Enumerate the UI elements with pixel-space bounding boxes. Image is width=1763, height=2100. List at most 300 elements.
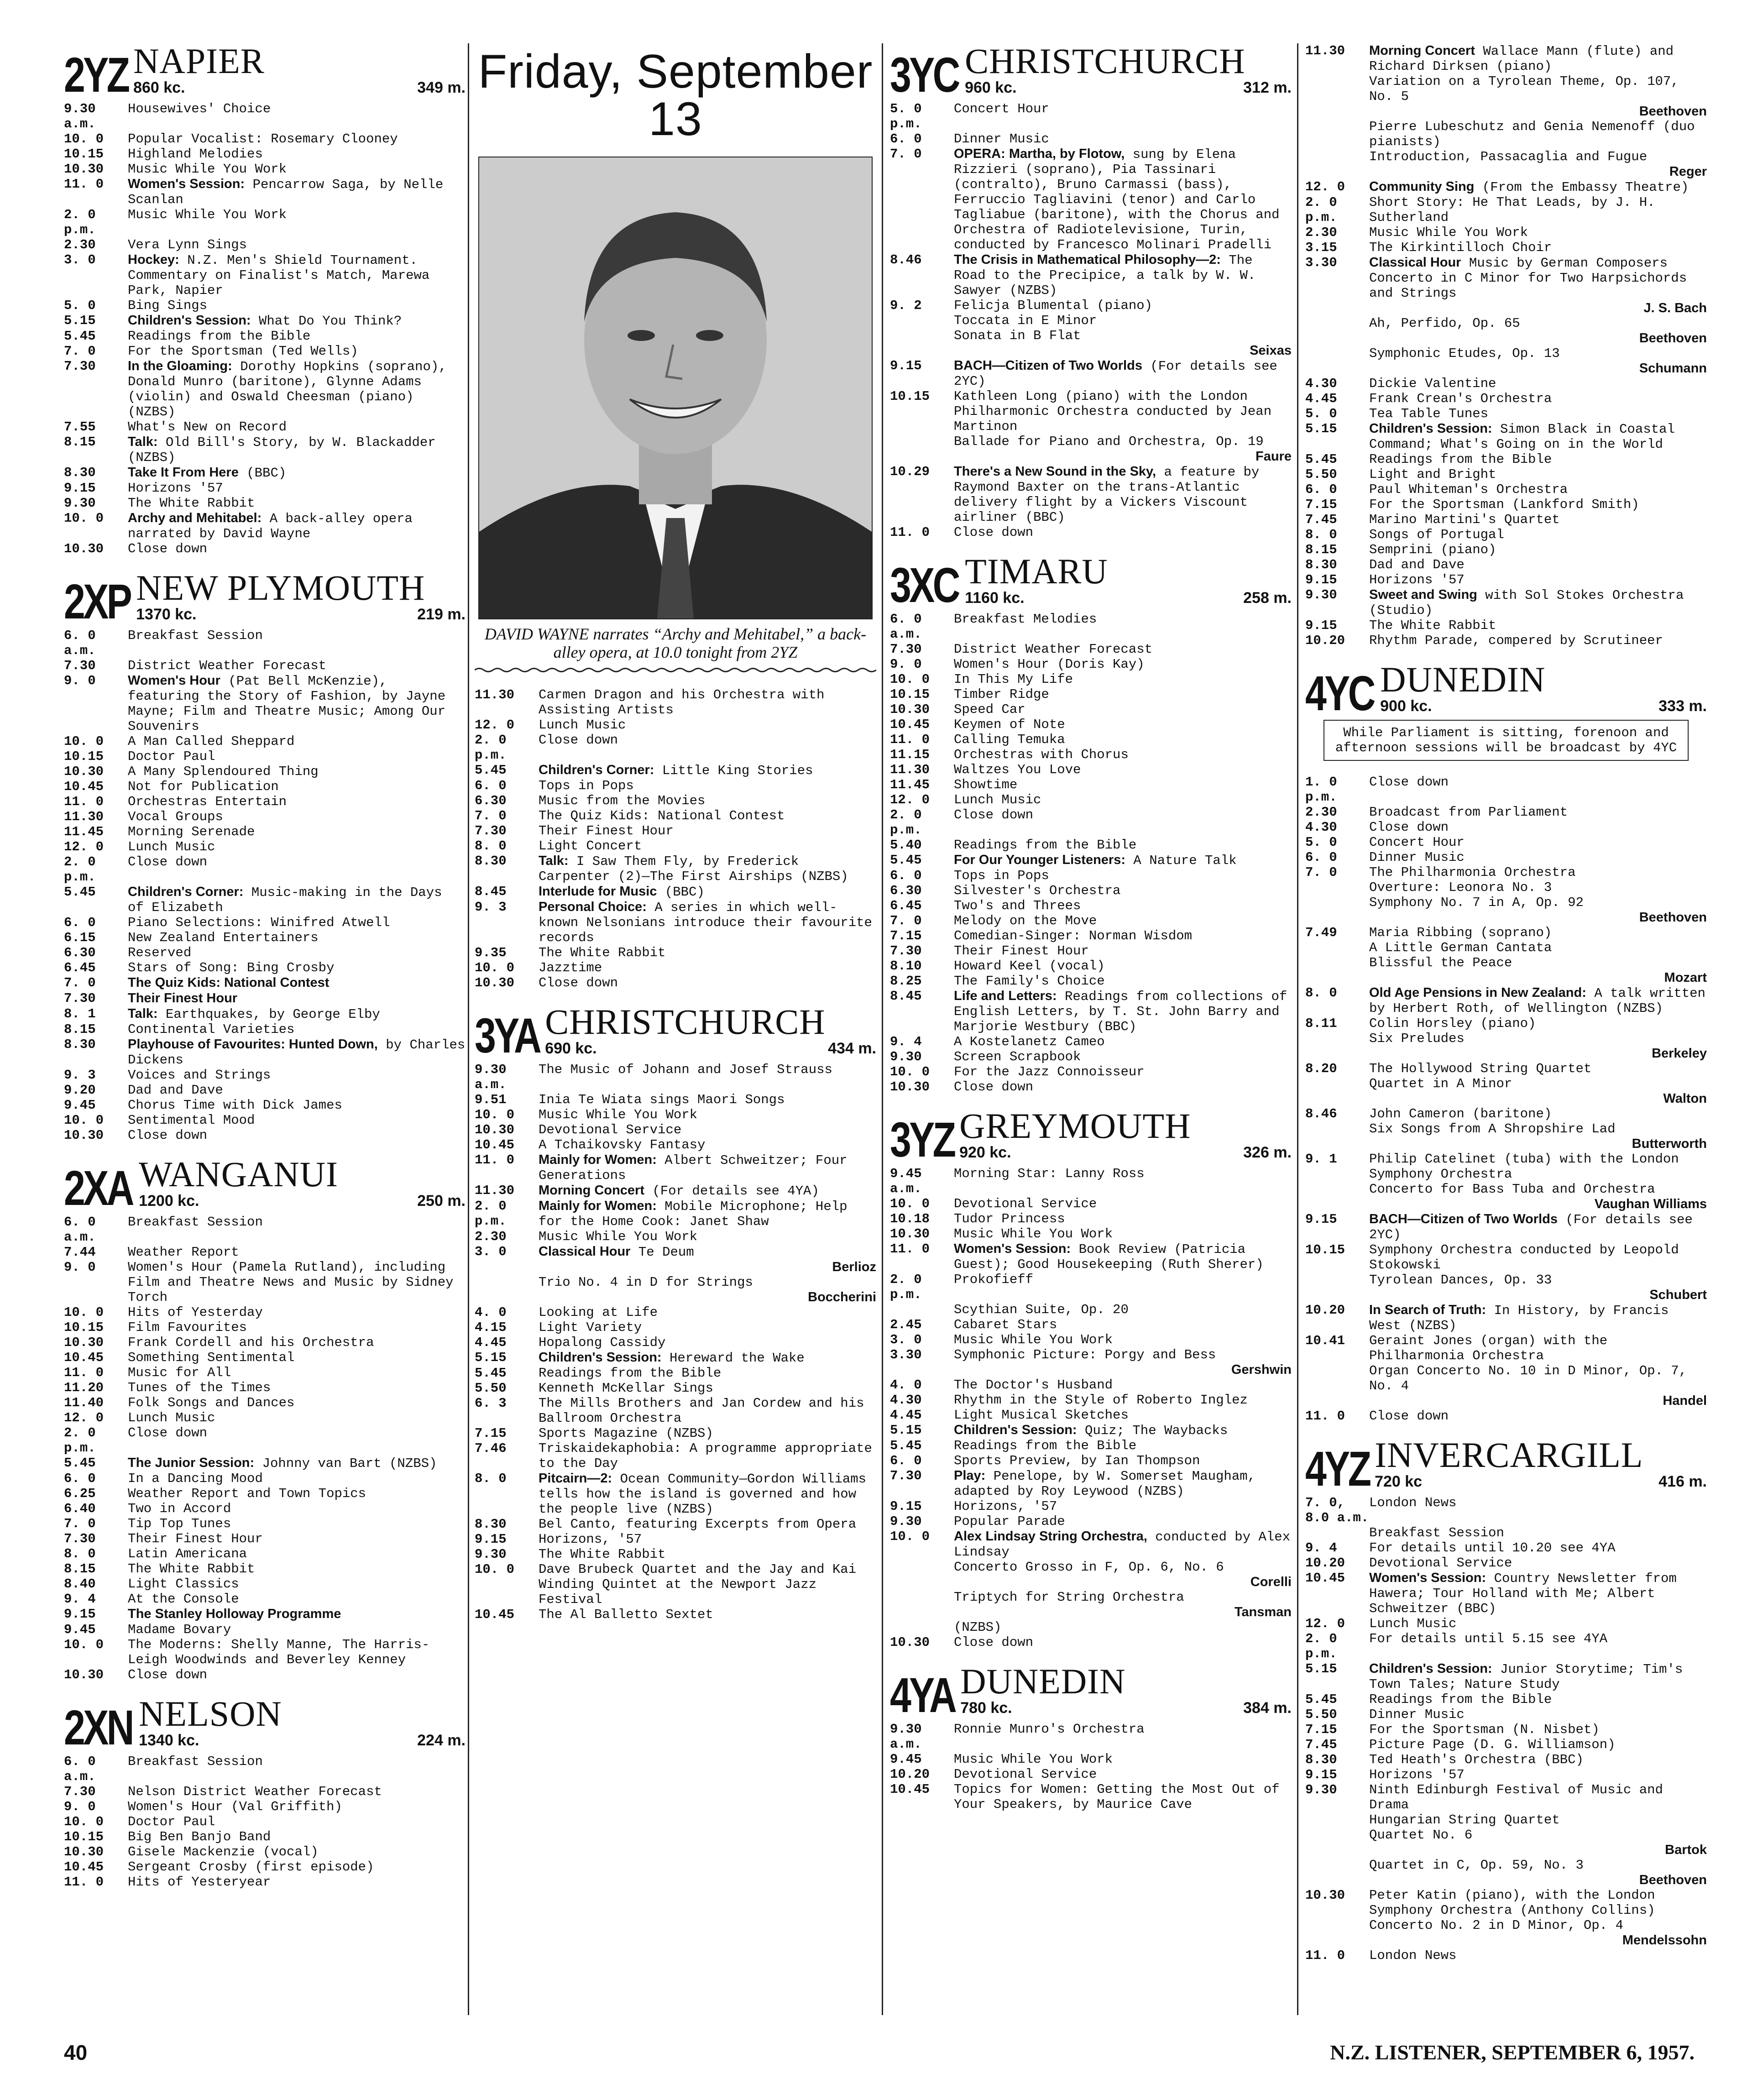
programme-item: [475, 1137, 876, 1152]
city-name: WANGANUI: [139, 1154, 339, 1194]
time: 6. 0 a.m.: [64, 628, 96, 658]
time: 8.45: [475, 884, 507, 899]
programme-text: [128, 1622, 466, 1637]
time: 2.30: [1305, 225, 1337, 240]
programme-desc: Breakfast Session: [128, 1215, 263, 1230]
programme-desc: Music While You Work: [539, 1107, 698, 1122]
programme-item: [475, 1183, 876, 1199]
programme-text: [128, 496, 466, 511]
programme-desc: Concert Hour: [1369, 835, 1465, 850]
programme-desc: Howard Keel (vocal): [954, 958, 1105, 974]
time: 9. 2: [890, 298, 922, 313]
programme-text: [128, 839, 466, 854]
programme-item: [1305, 865, 1707, 880]
time: 2. 0 p.m.: [475, 733, 507, 763]
time: 11. 0: [890, 1241, 930, 1257]
programme-item: [890, 1722, 1292, 1752]
frequency: 900 kc.: [1380, 697, 1432, 715]
programme-desc: Light Classics: [128, 1576, 239, 1592]
programme-text: [1369, 119, 1707, 149]
time: 8. 0: [1305, 527, 1337, 542]
programme-item: [1305, 391, 1707, 406]
programme-item: [890, 838, 1292, 853]
time: 10.45: [64, 1859, 104, 1875]
programme-desc: The White Rabbit: [128, 1561, 255, 1576]
publication-line: N.Z. LISTENER, SEPTEMBER 6, 1957.: [1330, 2041, 1695, 2064]
time: 5.45: [1305, 452, 1337, 467]
programme-desc: The Doctor's Husband: [954, 1377, 1113, 1393]
time: 10.45: [890, 717, 930, 732]
programme-desc: Vocal Groups: [128, 809, 223, 824]
station-header: [1305, 1435, 1707, 1496]
page-number: 40: [64, 2041, 88, 2064]
city-name: CHRISTCHURCH: [965, 41, 1245, 81]
programme-desc: Latin Americana: [128, 1546, 247, 1561]
programme-desc: Voices and Strings: [128, 1068, 271, 1083]
programme-desc: Popular Parade: [954, 1514, 1065, 1529]
time: 10.30: [64, 1128, 104, 1143]
programme-title: Children's Session:: [954, 1423, 1077, 1437]
date-heading: Friday, September 13: [478, 45, 873, 146]
time: [890, 313, 954, 328]
time: 8. 0: [64, 1546, 96, 1561]
time: 10.30: [475, 975, 515, 990]
programme-text: [1369, 1948, 1707, 1963]
time: 9.45 a.m.: [890, 1166, 922, 1196]
programme-item: [890, 464, 1292, 525]
programme-item: [475, 793, 876, 808]
programme-item: [890, 1377, 1292, 1393]
programme-text: [1369, 850, 1707, 865]
programme-item: [890, 1034, 1292, 1049]
column-2: [475, 43, 876, 1636]
programme-text: [128, 1516, 466, 1531]
time: 9.15: [1305, 1767, 1337, 1782]
time: [1305, 955, 1369, 970]
programme-desc: Blissful the Peace: [1369, 955, 1512, 970]
programme-text: [1369, 1812, 1707, 1828]
programme-text: [128, 854, 466, 885]
time: 7.45: [1305, 512, 1337, 527]
programme-text: [128, 975, 466, 991]
time: 11. 0: [890, 732, 930, 747]
programme-item: [64, 1531, 466, 1546]
programme-desc: Lunch Music: [1369, 1616, 1457, 1631]
programme-item: [1305, 1631, 1707, 1661]
programme-desc: Close down: [128, 854, 208, 869]
station-block: [64, 1696, 466, 1890]
programme-title: Archy and Mehitabel:: [128, 511, 262, 525]
programme-text: [954, 1166, 1292, 1196]
programme-item: [64, 1037, 466, 1068]
programme-item: [890, 1423, 1292, 1438]
programme-desc: Paul Whiteman's Orchestra: [1369, 482, 1568, 497]
programme-desc: Devotional Service: [954, 1196, 1097, 1211]
programme-title: Take It From Here: [128, 465, 239, 480]
time: 9.30: [890, 1514, 922, 1529]
programme-title: Old Age Pensions in New Zealand:: [1369, 985, 1586, 1000]
programme-desc: Their Finest Hour: [539, 823, 674, 838]
programme-item: [890, 1272, 1292, 1302]
time: [1305, 119, 1369, 149]
time: 6. 0: [475, 778, 507, 793]
programme-desc: Light Variety: [539, 1320, 642, 1335]
programme-desc: Symphony Orchestra conducted by Leopold Stokowski: [1369, 1242, 1679, 1273]
programme-text: [128, 1083, 466, 1098]
composer: Butterworth: [1632, 1136, 1707, 1151]
programme-item: [1305, 482, 1707, 497]
programme-text: [954, 792, 1292, 807]
programme-item: [475, 1152, 876, 1183]
programme-desc: The White Rabbit: [539, 945, 666, 960]
time: 8.30: [64, 1037, 96, 1052]
programme-desc: a feature by Raymond Baxter on the trans-Atlantic delivery flight by a Vickers Viscount airliner (BBC): [954, 465, 1260, 525]
programme-item: [1305, 985, 1707, 1016]
programme-text: [539, 1471, 876, 1517]
programme-desc: Prokofieff: [954, 1272, 1034, 1287]
photo-caption: DAVID WAYNE narrates “Archy and Mehitabel,” a back-alley opera, at 10.0 tonight from 2YZ: [484, 625, 867, 661]
programme-text: [1369, 271, 1707, 301]
time: 3. 0: [890, 1332, 922, 1347]
programme-text: [539, 1152, 876, 1183]
time: 10.15: [64, 1829, 104, 1844]
time: 11. 0: [890, 525, 930, 540]
programme-text: [954, 328, 1292, 343]
city-name: NEW PLYMOUTH: [136, 568, 425, 607]
programme-text: [128, 1501, 466, 1516]
programme-item: [890, 1499, 1292, 1514]
programme-item: [1305, 1212, 1707, 1242]
programme-desc: John Cameron (baritone): [1369, 1106, 1552, 1121]
programme-desc: Johnny van Bart (NZBS): [262, 1456, 437, 1471]
programme-text: [539, 778, 876, 793]
programme-title: Talk:: [128, 1006, 158, 1021]
programme-item: [64, 628, 466, 658]
programme-item: [890, 1064, 1292, 1079]
programme-desc: Symphonic Picture: Porgy and Bess: [954, 1347, 1216, 1362]
time: 8.25: [890, 974, 922, 989]
time: [1305, 271, 1369, 301]
programme-item: [64, 298, 466, 313]
time: 10.45: [475, 1137, 515, 1152]
programme-text: [539, 1562, 876, 1607]
time: [1305, 880, 1369, 895]
programme-desc: (From the Embassy Theatre): [1482, 180, 1689, 195]
programme-item: [64, 1814, 466, 1829]
programme-desc: Big Ben Banjo Band: [128, 1829, 271, 1844]
programme-item: [890, 943, 1292, 958]
time: 6.45: [890, 898, 922, 913]
time: 10.30: [890, 1226, 930, 1241]
programme-item: [1305, 1152, 1707, 1182]
time: 6.45: [64, 960, 96, 975]
composer: Boccherini: [808, 1290, 876, 1304]
time: 7.30: [475, 823, 507, 838]
programme-text: [128, 1113, 466, 1128]
programme-text: [1369, 1707, 1707, 1722]
programme-item: [890, 612, 1292, 642]
time: 9.15: [1305, 618, 1337, 633]
time: [1305, 1525, 1369, 1540]
time: 9.20: [64, 1083, 96, 1098]
time: 5. 0: [64, 298, 96, 313]
programme-item: [890, 1196, 1292, 1211]
programme-item: [1305, 1737, 1707, 1752]
programme-title: The Stanley Holloway Programme: [128, 1607, 341, 1621]
programme-item: [1305, 895, 1707, 910]
programme-item: [1305, 1495, 1707, 1525]
programme-text: [128, 541, 466, 556]
programme-title: Children's Corner:: [128, 885, 244, 899]
programme-text: [1369, 240, 1707, 255]
programme-desc: For the Sportsman (N. Nisbet): [1369, 1722, 1600, 1737]
programme-text: [539, 1607, 876, 1622]
programme-text: [539, 1229, 876, 1244]
programme-item: [890, 1211, 1292, 1226]
call-sign: 2XA: [64, 1160, 132, 1215]
programme-item: [1305, 1812, 1707, 1828]
programme-item: [890, 298, 1292, 313]
programme-text: [128, 131, 466, 147]
programme-desc: Bel Canto, featuring Excerpts from Opera: [539, 1517, 857, 1532]
programme-item: [64, 1350, 466, 1365]
programme-item: [475, 1441, 876, 1471]
programme-desc: Doctor Paul: [128, 1814, 215, 1829]
programme-desc: Ronnie Munro's Orchestra: [954, 1722, 1145, 1737]
time: 4. 0: [890, 1377, 922, 1393]
time: 10. 0: [64, 1637, 104, 1652]
programme-item: [64, 329, 466, 344]
programme-title: In the Gloaming:: [128, 359, 232, 373]
time: 10.41: [1305, 1333, 1345, 1348]
programme-item: [890, 147, 1292, 252]
time: 9.15: [475, 1532, 507, 1547]
programme-desc: Triptych for String Orchestra: [954, 1590, 1184, 1605]
programme-text: [954, 434, 1292, 449]
programme-desc: For details until 5.15 see 4YA: [1369, 1631, 1608, 1646]
programme-item: [64, 1546, 466, 1561]
programme-text: [954, 1196, 1292, 1211]
programme-item: [64, 749, 466, 764]
time: 9. 4: [1305, 1540, 1337, 1555]
programme-desc: Concerto No. 2 in D Minor, Op. 4: [1369, 1918, 1623, 1933]
time: 8.11: [1305, 1016, 1337, 1031]
programme-title: Classical Hour: [1369, 255, 1461, 270]
programme-desc: Close down: [954, 1635, 1034, 1650]
programme-desc: A Little German Cantata: [1369, 940, 1552, 955]
time: 9.35: [475, 945, 507, 960]
programme-desc: Ballade for Piano and Orchestra, Op. 19: [954, 434, 1264, 449]
time: 12. 0: [1305, 1616, 1345, 1631]
programme-desc: Tyrolean Dances, Op. 33: [1369, 1273, 1552, 1288]
programme-text: [1369, 467, 1707, 482]
programme-desc: Showtime: [954, 777, 1018, 792]
composer: Faure: [1256, 449, 1292, 464]
programme-desc: Toccata in E Minor: [954, 313, 1097, 328]
programme-text: [1369, 587, 1707, 618]
programme-desc: A Nature Talk: [1133, 853, 1237, 868]
composer: Berkeley: [1652, 1046, 1707, 1061]
programme-desc: Not for Publication: [128, 779, 279, 794]
programme-text: [128, 1456, 466, 1471]
time: 12. 0: [64, 1410, 104, 1425]
programme-desc: District Weather Forecast: [954, 642, 1153, 657]
programme-item: [890, 702, 1292, 717]
programme-desc: Organ Concerto No. 10 in D Minor, Op. 7, No. 4: [1369, 1363, 1687, 1393]
programme-item: [1305, 1540, 1707, 1555]
programme-text: [128, 1814, 466, 1829]
time: 9. 0: [64, 1799, 96, 1814]
programme-item: [890, 1468, 1292, 1499]
programme-desc: Lunch Music: [539, 717, 626, 733]
programme-text: [539, 1199, 876, 1229]
time: 10. 0: [890, 1196, 930, 1211]
time: 10. 0: [64, 511, 104, 526]
programme-item: [64, 1456, 466, 1471]
programme-item: [475, 1517, 876, 1532]
time: 10.30: [64, 1844, 104, 1859]
station-block: [475, 1004, 876, 1622]
programme-text: [1369, 1031, 1707, 1046]
programme-item: [1305, 557, 1707, 572]
programme-item: [64, 1875, 466, 1890]
programme-desc: Country Newsletter from Hawera; Tour Holland with Me; Albert Schweitzer (BBC): [1369, 1571, 1677, 1616]
programme-text: [1369, 955, 1707, 970]
programme-item: [64, 1215, 466, 1245]
programme-item: [890, 252, 1292, 298]
programme-text: [954, 807, 1292, 838]
time: 8.30: [1305, 1752, 1337, 1767]
programme-text: [539, 900, 876, 945]
programme-item: [890, 807, 1292, 838]
programme-desc: Close down: [128, 1128, 208, 1143]
call-sign: 2XN: [64, 1699, 132, 1755]
time: 6.30: [890, 883, 922, 898]
programme-desc: I Saw Them Fly, by Frederick Carpenter (2)—The First Airships (NZBS): [539, 854, 848, 884]
programme-desc: In History, by Francis West (NZBS): [1369, 1303, 1669, 1333]
programme-desc: Breakfast Session: [128, 628, 263, 643]
city-name: DUNEDIN: [960, 1661, 1126, 1701]
programme-text: [954, 1468, 1292, 1499]
programme-desc: A back-alley opera narrated by David Wayne: [128, 511, 413, 541]
time: 10. 0: [890, 1064, 930, 1079]
programme-text: [1369, 925, 1707, 940]
programme-item: [64, 435, 466, 465]
programme-title: Pitcairn—2:: [539, 1471, 612, 1486]
time: 5.15: [475, 1350, 507, 1365]
programme-item: [64, 1859, 466, 1875]
programme-desc: Light Musical Sketches: [954, 1408, 1129, 1423]
programme-desc: Music While You Work: [128, 162, 287, 177]
city-name: DUNEDIN: [1380, 660, 1546, 699]
programme-desc: Horizons '57: [128, 481, 223, 496]
wavelength: 326 m.: [1243, 1144, 1292, 1161]
programme-text: [1369, 452, 1707, 467]
programme-item: [1305, 1858, 1707, 1873]
time: 4.30: [890, 1393, 922, 1408]
programme-desc: The Kirkintilloch Choir: [1369, 240, 1552, 255]
programme-desc: The Moderns: Shelly Manne, The Harris-Leigh Woodwinds and Beverley Kenney: [128, 1637, 430, 1667]
time: 2. 0 p.m.: [64, 207, 96, 237]
programme-desc: Horizons '57: [1369, 572, 1465, 587]
programme-text: [539, 1366, 876, 1381]
programme-text: [539, 854, 876, 884]
programme-text: [954, 732, 1292, 747]
time: 8. 1: [64, 1006, 96, 1021]
wavelength: 312 m.: [1243, 79, 1292, 96]
programme-title: Life and Letters:: [954, 989, 1057, 1003]
time: 7.15: [475, 1426, 507, 1441]
programme-desc: Rhythm in the Style of Roberto Inglez: [954, 1393, 1248, 1408]
programme-desc: Speed Car: [954, 702, 1025, 717]
programme-text: [954, 1317, 1292, 1332]
programme-desc: Music While You Work: [954, 1332, 1113, 1347]
composer: Tansman: [1234, 1605, 1292, 1619]
programme-text: [1369, 1121, 1707, 1136]
programme-item: [475, 1471, 876, 1517]
composer: Beethoven: [1639, 910, 1707, 925]
programme-text: [539, 975, 876, 990]
programme-item: [1305, 195, 1707, 225]
time: [1305, 1858, 1369, 1873]
programme-text: [128, 1068, 466, 1083]
programme-item: [64, 1068, 466, 1083]
programme-item: [475, 1532, 876, 1547]
programme-item: [890, 642, 1292, 657]
time: 7.30: [64, 359, 96, 374]
programme-item: [64, 207, 466, 237]
wavelength: 349 m.: [417, 79, 466, 96]
programme-item: [64, 779, 466, 794]
programme-text: [1369, 895, 1707, 910]
time: 5.45: [890, 853, 922, 868]
programme-text: [954, 1347, 1292, 1362]
programme-item: [64, 1113, 466, 1128]
time: 8.20: [1305, 1061, 1337, 1076]
programme-item: [890, 1302, 1292, 1317]
programme-desc: Light Concert: [539, 838, 642, 854]
programme-item: [1305, 1076, 1707, 1091]
programme-text: [128, 419, 466, 435]
programme-desc: Close down: [1369, 1409, 1449, 1424]
time: 8.40: [64, 1576, 96, 1592]
programme-desc: Tops in Pops: [539, 778, 634, 793]
programme-desc: Breakfast Melodies: [954, 612, 1097, 627]
programme-desc: In a Dancing Mood: [128, 1471, 263, 1486]
station-header: [64, 41, 466, 102]
city-name: NAPIER: [133, 41, 265, 81]
programme-text: [954, 1767, 1292, 1782]
programme-item: [1305, 820, 1707, 835]
programme-text: [1369, 1616, 1707, 1631]
programme-text: [539, 1320, 876, 1335]
programme-item: [1305, 1752, 1707, 1767]
time: 7.44: [64, 1245, 96, 1260]
time: [890, 1302, 954, 1317]
programme-item: [1305, 527, 1707, 542]
programme-desc: Concerto Grosso in F, Op. 6, No. 6: [954, 1560, 1224, 1575]
time: 5.45: [890, 1438, 922, 1453]
programme-item: [890, 657, 1292, 672]
time: 8.30: [475, 1517, 507, 1532]
programme-item: [1305, 316, 1707, 331]
programme-item: [64, 1622, 466, 1637]
programme-text: [128, 945, 466, 960]
wavelength: 250 m.: [417, 1192, 466, 1210]
programme-title: Children's Session:: [128, 313, 251, 328]
programme-text: [128, 162, 466, 177]
programme-text: [539, 1183, 876, 1199]
